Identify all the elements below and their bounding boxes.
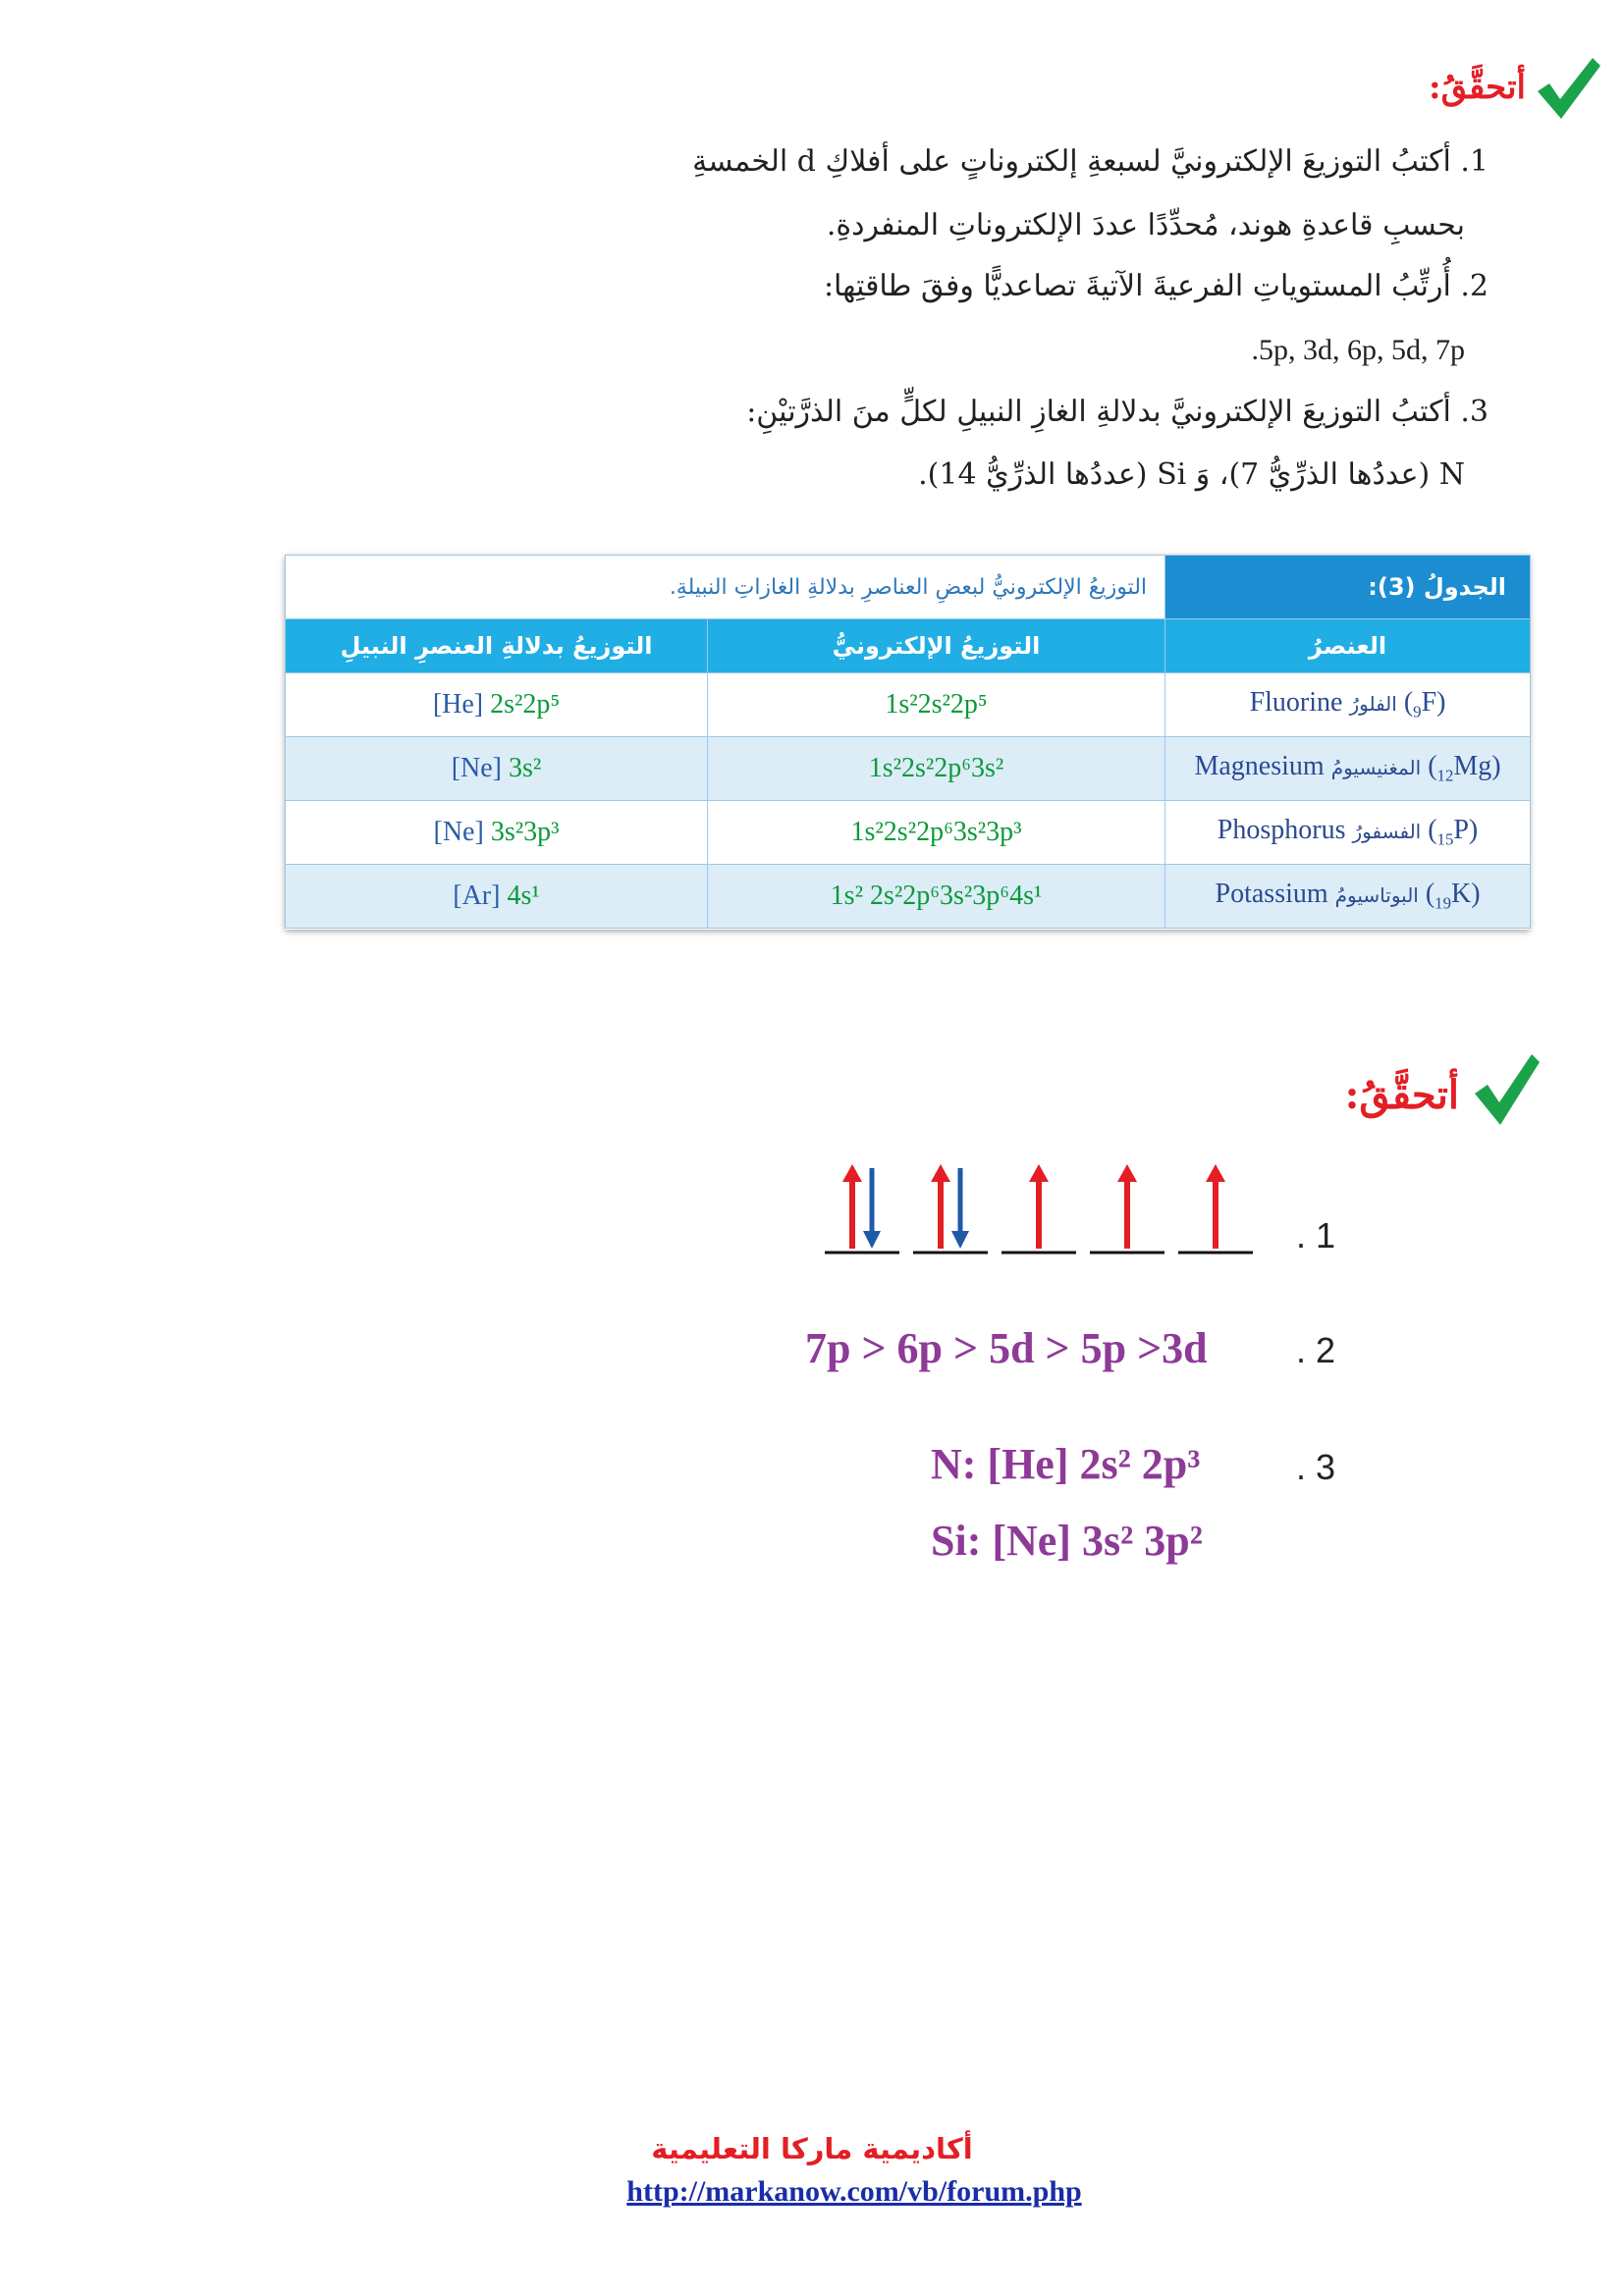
table-header-row xyxy=(286,619,1531,673)
noble-cell: [Ne] 3s²3p³ xyxy=(286,801,708,865)
element-cell: $(_{12}Mg)$ المغنيسيومُ Magnesium xyxy=(1165,737,1531,801)
config-cell: 1s²2s²2p⁵ xyxy=(708,673,1165,737)
table-header-noble: التوزيعُ بدلالةِ العنصرِ النبيلِ xyxy=(286,619,708,673)
question-number: 2. xyxy=(1460,269,1489,303)
spin-up-arrow-icon xyxy=(1206,1164,1225,1249)
table-header-element: العنصرُ xyxy=(1165,619,1531,673)
table-caption-label: الجدولُ (3): xyxy=(1165,556,1531,619)
spin-up-arrow-icon xyxy=(1117,1164,1137,1249)
table-caption-title: التوزيعُ الإلكترونيُّ لبعضِ العناصرِ بدلالةِ الغازاتِ النبيلةِ. xyxy=(286,556,1165,619)
table-row xyxy=(286,801,1531,865)
spin-down-arrow-icon xyxy=(951,1168,969,1249)
question-number: 3. xyxy=(1460,395,1489,429)
spin-up-arrow-icon xyxy=(1029,1164,1049,1249)
config-cell: 1s²2s²2p⁶3s²3p³ xyxy=(708,801,1165,865)
orbital-box xyxy=(1001,1164,1076,1253)
question-text: أُرتِّبُ المستوياتِ الفرعيةَ الآتيةَ تصاعديًّا وفقَ طاقتِها: xyxy=(823,269,1451,303)
orbital-box xyxy=(825,1164,899,1253)
spin-up-arrow-icon xyxy=(842,1164,862,1249)
answer-1-number: . 1 xyxy=(1296,1215,1336,1255)
table-row xyxy=(286,865,1531,929)
config-cell: 1s² 2s²2p⁶3s²3p⁶4s¹ xyxy=(708,865,1165,929)
noble-cell: [Ar] 4s¹ xyxy=(286,865,708,929)
element-cell: $(_9F)$ الفلورُ Fluorine xyxy=(1165,673,1531,737)
check-heading-1 xyxy=(1377,54,1602,133)
question-1 xyxy=(692,140,1489,184)
checkmark-icon xyxy=(1534,54,1602,123)
table-row xyxy=(286,673,1531,737)
question-1-line-2: بحسبِ قاعدةِ هوند، مُحدِّدًا عددَ الإلكتروناتِ المنفردةِ. xyxy=(826,208,1465,242)
question-3 xyxy=(746,391,1489,434)
answer-3-nitrogen: N: [He] 2s² 2p³ xyxy=(931,1440,1201,1488)
checkmark-icon xyxy=(1471,1050,1542,1127)
config-cell: 1s²2s²2p⁶3s² xyxy=(708,737,1165,801)
noble-cell: [He] 2s²2p⁵ xyxy=(286,673,708,737)
question-text: أكتبُ التوزيعَ الإلكترونيَّ بدلالةِ الغازِ النبيلِ لكلٍّ منَ الذرَّتيْنِ: xyxy=(746,395,1451,429)
orbital-box xyxy=(1178,1164,1253,1253)
table-row xyxy=(286,737,1531,801)
question-number: 1. xyxy=(1460,144,1489,179)
table-header-config: التوزيعُ الإلكترونيُّ xyxy=(708,619,1165,673)
question-2-line-2: .5p, 3d, 6p, 5d, 7p xyxy=(1251,334,1465,366)
footer-link[interactable]: http://markanow.com/vb/forum.php xyxy=(626,2175,1082,2208)
orbital-diagram xyxy=(815,1158,1267,1266)
check-heading-2 xyxy=(1335,1050,1542,1139)
noble-cell: [Ne] 3s² xyxy=(286,737,708,801)
answer-3-number: . 3 xyxy=(1296,1447,1336,1487)
answer-2-number: . 2 xyxy=(1296,1330,1336,1370)
element-cell: $(_{19}K)$ البوتاسيومُ Potassium xyxy=(1165,865,1531,929)
question-3-line-2: N (عددُها الذرِّيُّ 7)، وَ Si (عددُها الذرِّيُّ 14). xyxy=(918,457,1465,492)
question-2 xyxy=(824,265,1489,308)
element-cell: $(_{15}P)$ الفسفورُ Phosphorus xyxy=(1165,801,1531,865)
orbital-box xyxy=(1090,1164,1164,1253)
electron-config-table xyxy=(285,555,1530,930)
spin-up-arrow-icon xyxy=(931,1164,950,1249)
answer-2-text: 7p > 6p > 5d > 5p >3d xyxy=(805,1324,1208,1372)
check-heading-label: أتحقَّقُ: xyxy=(1344,1072,1459,1118)
spin-down-arrow-icon xyxy=(863,1168,881,1249)
orbital-box xyxy=(913,1164,988,1253)
check-heading-label: أتحقَّقُ: xyxy=(1429,68,1526,107)
footer-org-name: أكاديمية ماركا التعليمية xyxy=(651,2132,973,2165)
answer-3-silicon: Si: [Ne] 3s² 3p² xyxy=(931,1517,1203,1565)
question-text: أكتبُ التوزيعَ الإلكترونيَّ لسبعةِ إلكتروناتٍ على أفلاكِ d الخمسةِ xyxy=(692,144,1451,179)
